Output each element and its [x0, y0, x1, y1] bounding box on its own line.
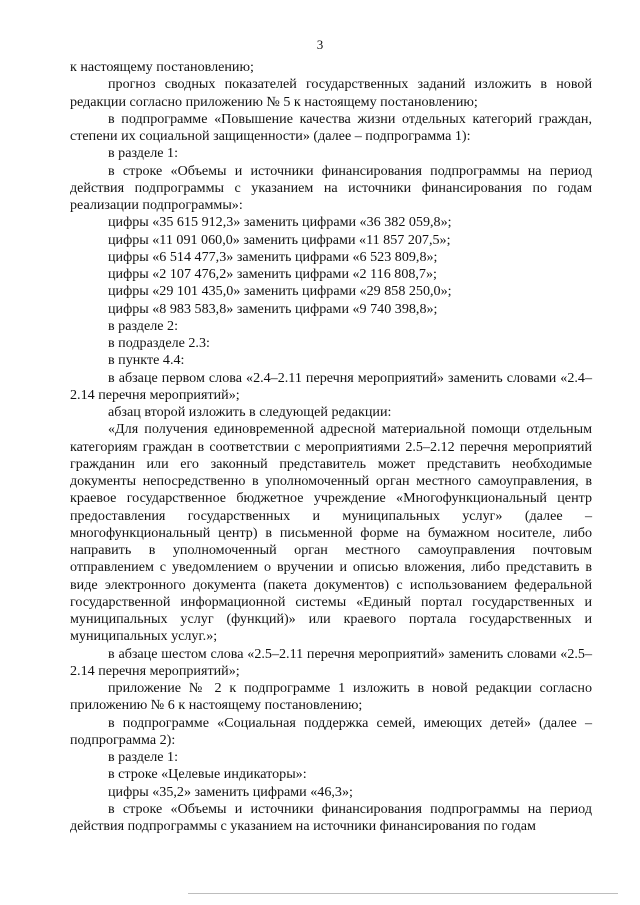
page-number: 3 [316, 37, 324, 52]
paragraph: приложение № 2 к подпрограмме 1 изложить в новой редакции согласно приложению № 6 к настоящему постановлению; [70, 680, 592, 714]
paragraph: в подпрограмме «Повышение качества жизни отдельных категорий граждан, степени их социальной защищенности» (далее – подпрограмма 1): [70, 110, 592, 144]
paragraph: в разделе 1: [108, 749, 178, 765]
paragraph: цифры «35,2» заменить цифрами «46,3»; [108, 783, 353, 800]
paragraph: в строке «Объемы и источники финансирования подпрограммы на период действия подпрограммы с указанием на источники финансирования по годам [70, 800, 592, 834]
paragraph: цифры «2 107 476,2» заменить цифрами «2 116 808,7»; [108, 266, 437, 282]
paragraph: в подпрограмме «Социальная поддержка семей, имеющих детей» (далее – подпрограмма 2): [70, 714, 592, 748]
paragraph: цифры «6 514 477,3» заменить цифрами «6 523 809,8»; [108, 248, 438, 265]
paragraph: в разделе 1: [108, 145, 178, 162]
paragraph: в строке «Объемы и источники финансирования подпрограммы на период действия подпрограммы с указанием на источники финансирования по годам реализации подпрограммы»: [70, 162, 592, 213]
footer-divider [188, 893, 618, 894]
paragraph: цифры «8 983 583,8» заменить цифрами «9 740 398,8»; [108, 300, 438, 317]
paragraph: в абзаце первом слова «2.4–2.11 перечня мероприятий» заменить словами «2.4–2.14 перечня мероприятий»; [70, 369, 592, 403]
paragraph: абзац второй изложить в следующей редакции: [108, 404, 392, 420]
paragraph: цифры «35 615 912,3» заменить цифрами «36 382 059,8»; [108, 214, 452, 231]
paragraph: к настоящему постановлению; [70, 59, 254, 75]
paragraph: цифры «11 091 060,0» заменить цифрами «11 857 207,5»; [108, 231, 451, 248]
paragraph: в абзаце шестом слова «2.5–2.11 перечня мероприятий» заменить словами «2.5–2.14 перечня мероприятий»; [70, 645, 592, 679]
paragraph: в подразделе 2.3: [108, 335, 210, 351]
paragraph: в разделе 2: [108, 317, 178, 334]
paragraph: «Для получения единовременной адресной материальной помощи отдельным категориям граждан в соответствии с мероприятиями 2.5–2.12 перечня мероприятий гражданин или его законный представитель может представить необходимые документы непосредственно в уполномоченный орган местного самоуправления, в краевое государственное бюджетное учреждение «Многофункциональный центр предоставления государственных и муниципальных услуг» (далее – многофункциональный центр) в письменной форме на бумажном носителе, либо направить в уполномоченный орган местного самоуправления почтовым отправлением с уведомлением о вручении и описью вложения, либо представить в виде электронного документа (пакета документов) с использованием федеральной государственной информационной системы «Единый портал государственных и муниципальных услуг (функций)» или краевого портала государственных и муниципальных услуг.»; [70, 421, 592, 645]
paragraph: в пункте 4.4: [108, 352, 185, 369]
paragraph: прогноз сводных показателей государственных заданий изложить в новой редакции согласно приложению № 5 к настоящему постановлению; [70, 76, 592, 110]
document-body [70, 59, 592, 835]
paragraph: цифры «29 101 435,0» заменить цифрами «29 858 250,0»; [108, 283, 452, 300]
paragraph: в строке «Целевые индикаторы»: [108, 766, 307, 783]
